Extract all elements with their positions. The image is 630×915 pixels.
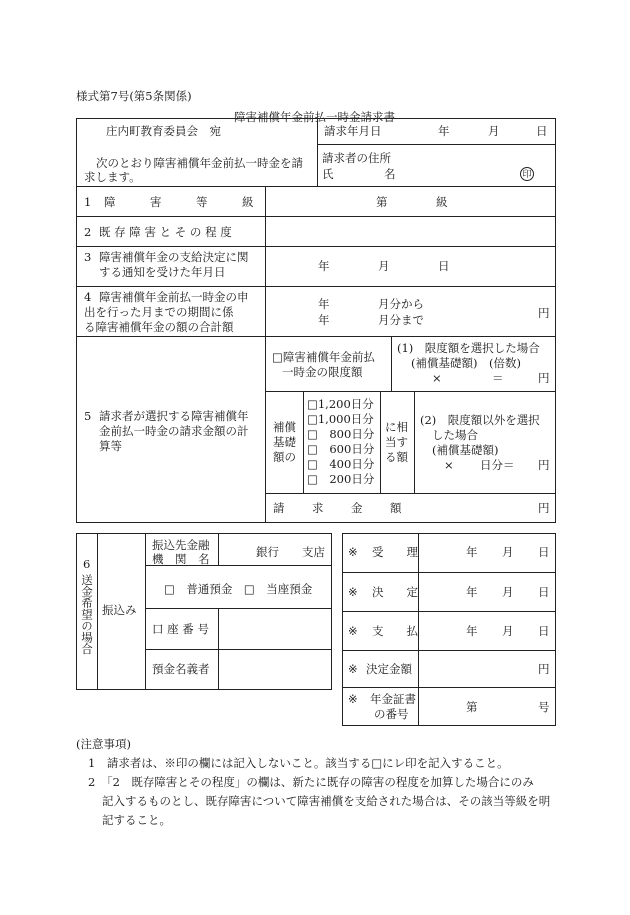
row-3-label-2: する通知を受けた年月日 (99, 265, 226, 279)
claim-label-char-4: 額 (390, 501, 402, 515)
note-2-line-2: 記入するものとし、既存障害について障害補償を支給された場合は、その該当等級を明 (102, 794, 551, 808)
claim-label-char-2: 求 (312, 501, 324, 515)
limit-option-checkbox-label-1[interactable]: □障害補償年金前払 (272, 350, 375, 364)
office-paid-month: 月 (502, 624, 514, 638)
days-option-1000[interactable]: □1,000日分 (307, 412, 374, 426)
office-paid-year: 年 (466, 624, 478, 638)
account-type-options[interactable]: □ 普通預金 □ 当座預金 (164, 582, 313, 596)
office-paid-label: 支 払 (372, 624, 418, 638)
row-4-year-2: 年 (318, 313, 330, 327)
office-mark-5: ※ (348, 692, 358, 706)
days-option-400[interactable]: □ 400日分 (307, 457, 375, 471)
case-1-title: (1) 限度額を選択した場合 (397, 341, 540, 355)
row-3-month: 月 (378, 259, 390, 273)
office-decided-label: 決 定 (372, 585, 418, 599)
row-4-year-1: 年 (318, 297, 330, 311)
row-1-label-char-1: 障 (104, 195, 116, 209)
row-4-label-3: る障害補償年金の額の合計額 (84, 320, 234, 334)
office-decided-year: 年 (466, 585, 478, 599)
row-5-number: 5 (84, 409, 92, 423)
office-paid-day: 日 (538, 624, 550, 638)
office-received-day: 日 (538, 545, 550, 559)
date-year: 年 (438, 124, 450, 138)
office-mark-1: ※ (348, 545, 358, 559)
request-text-line-1: 次のとおり障害補償年金前払一時金を請 (96, 156, 303, 170)
row-4-from: 月分から (378, 297, 424, 311)
row-4-number: 4 (84, 290, 92, 304)
form-number: 様式第7号(第5条関係) (76, 89, 192, 103)
days-option-800[interactable]: □ 800日分 (307, 427, 375, 441)
row-1-label-char-2: 害 (150, 195, 162, 209)
office-decided-day: 日 (538, 585, 550, 599)
row-5-label-1: 請求者が選択する障害補償年 (99, 409, 249, 423)
case-2-title-1: (2) 限度額以外を選択 (420, 413, 540, 427)
note-2-line-3: 記すること。 (102, 813, 171, 827)
office-amount-yen: 円 (538, 662, 550, 676)
office-cert-go: 号 (538, 700, 550, 714)
claim-label-char-3: 金 (351, 501, 363, 515)
equivalent-label-2: 当す (385, 435, 408, 449)
office-amount-label: 決定金額 (366, 662, 412, 676)
note-1: 1 請求者は、※印の欄には記入しないこと。該当する□にレ印を記入すること。 (88, 756, 509, 770)
base-amount-label-2: 基礎 (273, 435, 296, 449)
form-title: 障害補償年金前払一時金請求書 (234, 110, 395, 124)
row-3-year: 年 (318, 259, 330, 273)
bank-value[interactable]: 銀行 支店 (256, 545, 325, 559)
equivalent-label-1: に相 (385, 420, 408, 434)
request-text-line-2: 求します。 (84, 170, 141, 184)
address-label: 請求者の住所 (322, 151, 391, 165)
equivalent-label-3: る額 (385, 450, 408, 464)
office-cert-label-2: の番号 (374, 707, 409, 721)
name-label-1: 氏 (322, 167, 334, 181)
bank-label-2: 機 関 名 (152, 552, 210, 566)
seal-mark: 印 (520, 167, 534, 181)
notes-title: (注意事項) (76, 737, 131, 751)
case-2-title-2: した場合 (432, 428, 478, 442)
grade-suffix: 級 (436, 195, 448, 209)
remit-section-label: 送金希望の場合 (80, 574, 94, 655)
date-day: 日 (536, 124, 548, 138)
base-amount-label-3: 額の (273, 450, 296, 464)
days-option-1200[interactable]: □1,200日分 (307, 397, 374, 411)
row-3-number: 3 (84, 250, 92, 264)
row-2-label: 既 存 障 害 と そ の 程 度 (99, 225, 232, 239)
office-received-label: 受 理 (372, 545, 418, 559)
addressee: 庄内町教育委員会 宛 (106, 124, 221, 138)
case-1-columns: (補償基礎額) (倍数) (411, 356, 521, 370)
office-received-year: 年 (466, 545, 478, 559)
claim-label-char-1: 請 (273, 501, 285, 515)
case-2-columns: (補償基礎額) (432, 443, 499, 457)
case-2-yen: 円 (538, 458, 550, 472)
days-option-200[interactable]: □ 200日分 (307, 472, 375, 486)
row-4-yen: 円 (538, 306, 550, 320)
note-2-line-1: 2 「2 既存障害とその程度」の欄は、新たに既存の障害の程度を加算した場合にのみ (88, 775, 534, 789)
case-1-yen: 円 (538, 371, 550, 385)
office-decided-month: 月 (502, 585, 514, 599)
grade-prefix: 第 (376, 195, 388, 209)
row-1-label-char-3: 等 (196, 195, 208, 209)
office-cert-dai: 第 (466, 700, 478, 714)
row-5-label-2: 金前払一時金の請求金額の計 (99, 424, 249, 438)
row-4-to: 月分まで (378, 313, 424, 327)
row-4-label-1: 障害補償年金前払一時金の申 (99, 290, 249, 304)
bank-label-1: 振込先金融 (152, 538, 210, 552)
row-3-label-1: 障害補償年金の支給決定に関 (99, 250, 249, 264)
row-4-label-2: 出を行った月までの期間に係 (84, 305, 234, 319)
office-received-month: 月 (502, 545, 514, 559)
remit-method: 振込み (102, 603, 137, 617)
office-mark-2: ※ (348, 585, 358, 599)
date-month: 月 (488, 124, 500, 138)
row-3-day: 日 (438, 259, 450, 273)
date-label: 請求年月日 (324, 124, 382, 138)
row-1-number: 1 (84, 195, 92, 209)
case-2-days: 日分＝ (480, 458, 515, 472)
row-5-label-3: 算等 (99, 439, 122, 453)
limit-option-checkbox-label-2: 一時金の限度額 (282, 365, 363, 379)
account-number-label: 口 座 番 号 (152, 622, 209, 636)
office-cert-label-1: 年金証書 (370, 692, 416, 706)
case-2-times: × (444, 458, 454, 472)
account-holder-label: 預金名義者 (152, 662, 210, 676)
case-1-times: × (432, 371, 442, 385)
case-1-equals: ＝ (492, 371, 504, 385)
row-2-number: 2 (84, 225, 92, 239)
name-label-2: 名 (384, 167, 396, 181)
days-option-600[interactable]: □ 600日分 (307, 442, 375, 456)
claim-yen: 円 (538, 501, 550, 515)
office-mark-4: ※ (348, 662, 358, 676)
base-amount-label-1: 補償 (273, 420, 296, 434)
row-1-label-char-4: 級 (242, 195, 254, 209)
remit-section-number: 6 (83, 557, 91, 571)
office-mark-3: ※ (348, 624, 358, 638)
